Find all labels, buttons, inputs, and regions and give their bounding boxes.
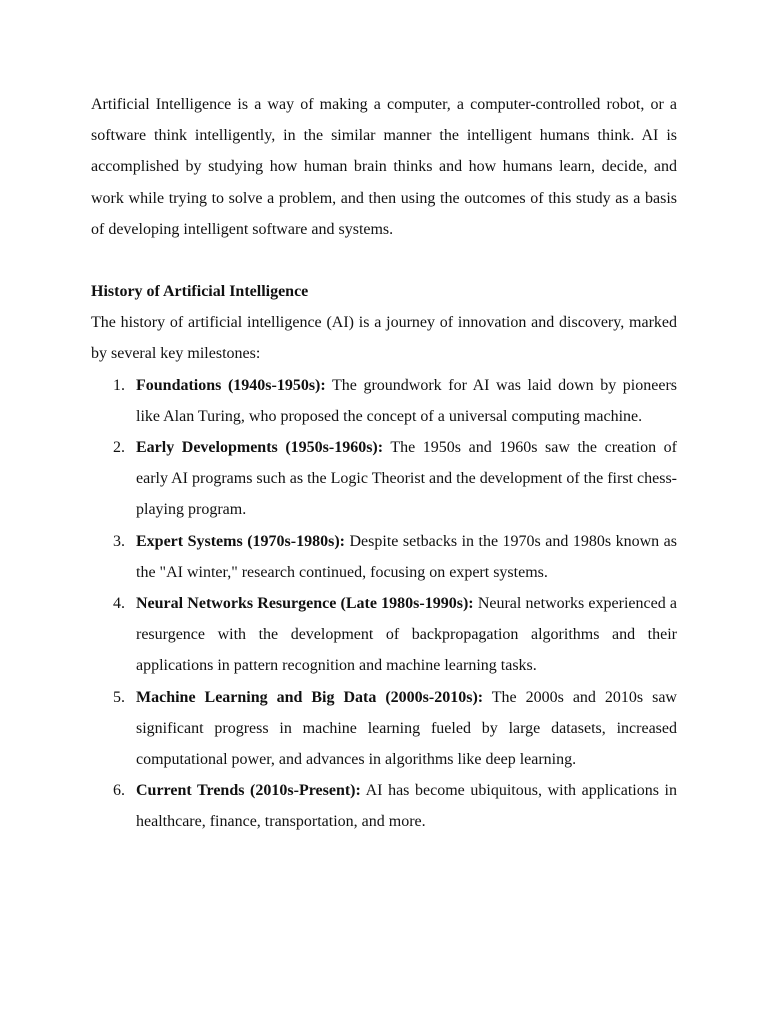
list-item-term: Expert Systems (1970s-1980s): — [136, 532, 345, 550]
list-item-number: 4. — [113, 595, 125, 613]
list-item-term: Early Developments (1950s-1960s): — [136, 439, 384, 457]
list-item — [91, 588, 677, 682]
list-item — [91, 432, 677, 526]
list-item — [91, 370, 677, 432]
list-item-term: Foundations (1940s-1950s): — [136, 376, 326, 394]
list-item-number: 5. — [113, 688, 125, 706]
list-item — [91, 682, 677, 776]
list-item-number: 2. — [113, 439, 125, 457]
list-item-text: The 1950s and 1960s saw the creation of early AI programs such as the Logic Theorist and the development of the first chess-playing program. — [136, 439, 678, 519]
list-item-term: Machine Learning and Big Data (2000s-2010s): — [136, 688, 484, 706]
list-item — [91, 526, 677, 588]
document-page — [91, 89, 677, 838]
section-lead-paragraph: The history of artificial intelligence (AI) is a journey of innovation and discovery, marked by several key milestones: — [91, 314, 677, 363]
list-item-term: Current Trends (2010s-Present): — [136, 782, 361, 800]
list-item — [91, 775, 677, 837]
list-item-text: The groundwork for AI was laid down by pioneers like Alan Turing, who proposed the concept of a universal computing machine. — [136, 376, 677, 425]
list-item-number: 3. — [113, 532, 125, 550]
list-item-number: 6. — [113, 782, 125, 800]
list-item-text: Despite setbacks in the 1970s and 1980s known as the "AI winter," research continued, focusing on expert systems. — [136, 532, 677, 581]
list-item-number: 1. — [113, 376, 125, 394]
intro-paragraph: Artificial Intelligence is a way of making a computer, a computer-controlled robot, or a software think intelligently, in the similar manner the intelligent humans think. AI is accomplished by studying how human brain thinks and how humans learn, decide, and work while trying to solve a problem, and then using the outcomes of this study as a basis of developing intelligent software and systems. — [91, 96, 677, 238]
section-heading: History of Artificial Intelligence — [91, 283, 309, 301]
list-item-text: AI has become ubiquitous, with applications in healthcare, finance, transportation, and more. — [136, 782, 678, 831]
list-item-term: Neural Networks Resurgence (Late 1980s-1990s): — [136, 595, 474, 613]
milestone-list — [91, 370, 677, 838]
list-item-text: Neural networks experienced a resurgence with the development of backpropagation algorithms and their applications in pattern recognition and machine learning tasks. — [136, 595, 677, 675]
list-item-text: The 2000s and 2010s saw significant progress in machine learning fueled by large datasets, increased computational power, and advances in algorithms like deep learning. — [136, 688, 677, 769]
